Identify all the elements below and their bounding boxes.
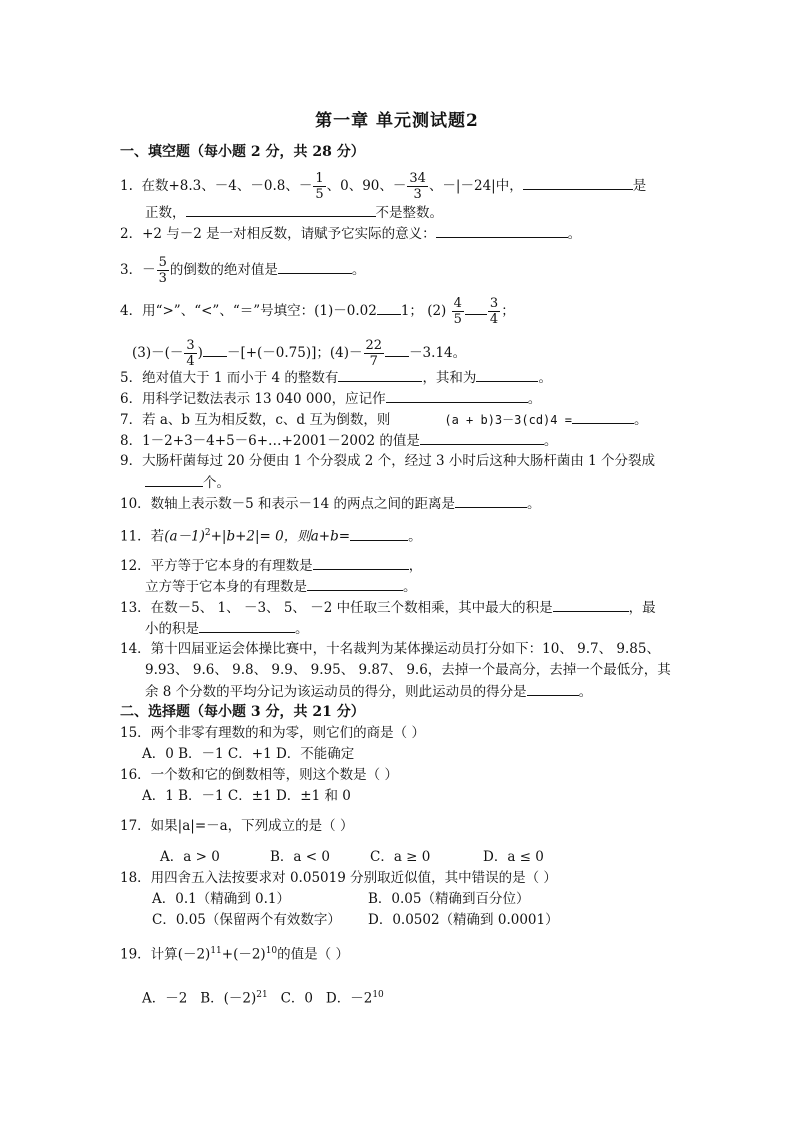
question-1-line-2: 正数， 不是整数。 — [145, 205, 443, 221]
question-12-line-2: 立方等于它本身的有理数是 。 — [145, 579, 417, 595]
question-8: 8．1－2+3－4+5－6+…+2001－2002 的值是 。 — [120, 433, 558, 449]
question-16: 16．一个数和它的倒数相等，则这个数是（ ） — [120, 767, 398, 783]
answer-blank[interactable] — [385, 343, 409, 357]
answer-blank[interactable] — [278, 260, 352, 274]
answer-blank[interactable] — [338, 368, 422, 382]
answer-blank[interactable] — [307, 577, 403, 591]
question-9-line-2: 个。 — [145, 473, 230, 492]
fraction: $\frac{1}{5}$ — [315, 171, 324, 202]
question-17-option-b: B．a < 0 — [270, 849, 330, 865]
fraction: $\frac{3}{4}$ — [489, 296, 499, 327]
answer-blank[interactable] — [386, 389, 528, 403]
question-5: 5．绝对值大于 1 而小于 4 的整数有 ，其和为 。 — [120, 370, 552, 386]
question-6: 6．用科学记数法表示 13 040 000，应记作 。 — [120, 391, 542, 407]
answer-blank[interactable] — [203, 343, 227, 357]
question-14-line-3: 余 8 个分数的平均分记为该运动员的得分，则此运动员的得分是 。 — [145, 684, 593, 700]
section-fill-in-heading: 一、填空题（每小题 2 分，共 28 分） — [120, 144, 365, 160]
answer-blank[interactable] — [377, 301, 401, 315]
question-17-option-c: C．a ≥ 0 — [370, 849, 431, 865]
answer-blank[interactable] — [436, 224, 568, 238]
question-17-option-d: D．a ≤ 0 — [483, 849, 544, 865]
answer-blank[interactable] — [455, 494, 527, 508]
answer-blank[interactable] — [313, 556, 409, 570]
question-14-line-2: 9.93、 9.6、 9.8、 9.9、 9.95、 9.87、 9.6，去掉一个最高分，去掉一个最低分，其 — [145, 662, 671, 678]
question-19-options: A．－2 B．$(-2)^{21}$ C．0 D．$-2^{10}$ — [142, 990, 384, 1007]
question-7: 7．若 a、b 互为相反数，c、d 互为倒数，则 (a + b)3－3(cd)4 = 。 — [120, 412, 648, 428]
answer-blank[interactable] — [145, 473, 203, 487]
answer-blank[interactable] — [350, 527, 408, 541]
answer-blank[interactable] — [527, 682, 579, 696]
fraction: $\frac{34}{3}$ — [409, 171, 426, 202]
question-15: 15．两个非零有理数的和为零，则它们的商是（ ） — [120, 725, 425, 741]
question-11: 11．若$(a-1)^2+|b+2|= 0$，则a+b= 。 — [120, 528, 422, 545]
question-18: 18．用四舍五入法按要求对 0.05019 分别取近似值，其中错误的是（ ） — [120, 870, 557, 886]
answer-blank[interactable] — [476, 368, 538, 382]
answer-blank[interactable] — [523, 176, 633, 190]
question-12-line-1: 12．平方等于它本身的有理数是 ， — [120, 558, 423, 574]
question-3: 3．－ $\frac{5}{3}$ 的倒数的绝对值是 。 — [120, 255, 366, 286]
question-13-line-1: 13．在数－5、 1、 －3、 5、 －2 中任取三个数相乘，其中最大的积是 ，最 — [120, 600, 656, 616]
answer-blank[interactable] — [465, 301, 487, 315]
question-16-options: A．1 B．－1 C．±1 D．±1 和 0 — [142, 788, 351, 804]
question-18-option-c: C．0.05（保留两个有效数字） — [152, 912, 341, 928]
question-18-option-b: B．0.05（精确到百分位） — [368, 891, 530, 907]
question-4-line-1: 4．用“>”、“<”、“＝”号填空：(1)－0.02 1； (2) $\frac{4}{5}$ $\frac{3}{4}$ ； — [120, 296, 515, 327]
question-17-option-a: A．a > 0 — [160, 849, 220, 865]
question-2: 2．+2 与－2 是一对相反数，请赋予它实际的意义： 。 — [120, 226, 582, 242]
answer-blank[interactable] — [420, 431, 544, 445]
answer-blank[interactable] — [186, 203, 376, 217]
fraction: $\frac{4}{5}$ — [453, 296, 462, 327]
fraction: $\frac{5}{3}$ — [158, 255, 167, 286]
question-13-line-2: 小的积是 。 — [145, 621, 309, 637]
question-9-line-1: 9．大肠杆菌每过 20 分便由 1 个分裂成 2 个，经过 3 小时后这种大肠杆菌由 1 个分裂成 — [120, 453, 656, 469]
fraction: $\frac{22}{7}$ — [365, 338, 383, 369]
question-10: 10．数轴上表示数－5 和表示－14 的两点之间的距离是 。 — [120, 496, 541, 512]
answer-blank[interactable] — [199, 619, 295, 633]
question-14-line-1: 14．第十四届亚运会体操比赛中，十名裁判为某体操运动员打分如下：10、 9.7、 9.85、 — [120, 641, 660, 657]
question-19: 19．计算$(-2)^{11}+(-2)^{10}$的值是（ ） — [120, 946, 349, 963]
page-title: 第一章 单元测试题2 — [315, 111, 479, 131]
fraction: $\frac{3}{4}$ — [186, 338, 195, 369]
question-4-line-2: (3)－(－ $\frac{3}{4}$ ) －[+(－0.75)]；(4)－ $\frac{22}{7}$ －3.14。 — [132, 338, 467, 369]
answer-blank[interactable] — [572, 410, 634, 424]
question-18-option-d: D．0.0502（精确到 0.0001） — [368, 912, 559, 928]
question-18-option-a: A．0.1（精确到 0.1） — [152, 891, 290, 907]
section-choice-heading: 二、选择题（每小题 3 分，共 21 分） — [120, 704, 365, 720]
question-1-line-1: 1. 在数+8.3、－4、－0.8、－ $\frac{1}{5}$ 、0、90、－ $\frac{34}{3}$ 、－|－24|中， 是 — [120, 171, 647, 202]
answer-blank[interactable] — [553, 598, 629, 612]
question-15-options: A．0 B．－1 C．+1 D．不能确定 — [142, 746, 355, 762]
question-17: 17．如果|a|=－a，下列成立的是（ ） — [120, 818, 354, 834]
